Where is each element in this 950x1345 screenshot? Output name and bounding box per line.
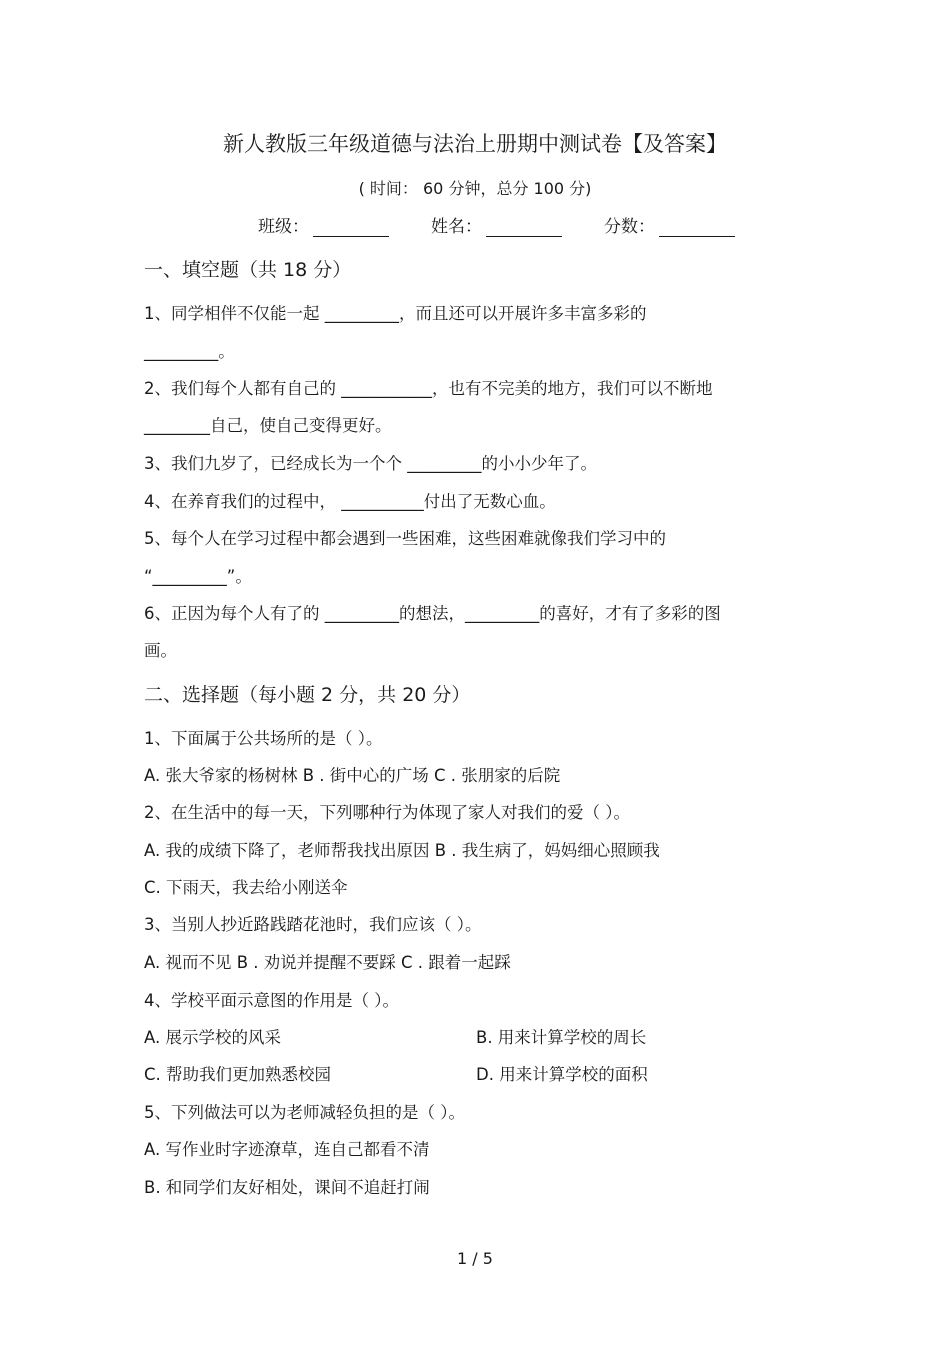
choice-option-4c: C. 帮助我们更加熟悉校园 — [144, 1065, 332, 1084]
page-title: 新人教版三年级道德与法治上册期中测试卷【及答案】 — [223, 132, 727, 156]
class-blank — [313, 218, 389, 237]
fill-question-line: 画。 — [144, 641, 177, 660]
choice-question-3: 3、当别人抄近路践踏花池时，我们应该（ ）。 — [144, 915, 482, 934]
choice-option-5b: B. 和同学们友好相处，课间不追赶打闹 — [144, 1178, 430, 1197]
choice-options-3: A. 视而不见 B . 劝说并提醒不要踩 C . 跟着一起踩 — [144, 953, 511, 972]
fill-question-line: 5、每个人在学习过程中都会遇到一些困难，这些困难就像我们学习中的 — [144, 529, 666, 548]
section2-heading: 二、选择题（每小题 2 分，共 20 分） — [144, 684, 471, 706]
score-field — [604, 212, 735, 237]
fill-question-line: ________自己，使自己变得更好。 — [144, 416, 392, 435]
page-number: 1 / 5 — [457, 1249, 493, 1268]
choice-question-2: 2、在生活中的每一天，下列哪种行为体现了家人对我们的爱（ ）。 — [144, 803, 630, 822]
choice-options-1: A. 张大爷家的杨树林 B . 街中心的广场 C . 张朋家的后院 — [144, 766, 561, 785]
exam-time-info: ( 时间： 60 分钟，总分 100 分) — [358, 179, 592, 198]
choice-option-4d: D. 用来计算学校的面积 — [476, 1065, 648, 1084]
choice-option-4b: B. 用来计算学校的周长 — [476, 1028, 647, 1047]
fill-question-line: 6、正因为每个人有了的 _________的想法，_________的喜好，才有了多彩的图 — [144, 604, 721, 623]
choice-options-2a: A. 我的成绩下降了，老师帮我找出原因 B . 我生病了，妈妈细心照顾我 — [144, 841, 660, 860]
name-label: 姓名： — [431, 217, 482, 237]
score-blank — [659, 218, 735, 237]
fill-question-line: “_________”。 — [144, 567, 252, 586]
name-field — [431, 212, 562, 237]
fill-question-line: 2、我们每个人都有自己的 ___________，也有不完美的地方，我们可以不断地 — [144, 379, 713, 398]
choice-option-4a: A. 展示学校的风采 — [144, 1028, 281, 1047]
class-field — [258, 212, 389, 237]
choice-options-2b: C. 下雨天，我去给小刚送伞 — [144, 878, 348, 897]
score-label: 分数： — [604, 217, 655, 237]
choice-question-1: 1、下面属于公共场所的是（ ）。 — [144, 729, 383, 748]
choice-option-5a: A. 写作业时字迹潦草，连自己都看不清 — [144, 1140, 430, 1159]
name-blank — [486, 218, 562, 237]
class-label: 班级： — [258, 217, 309, 237]
choice-question-4: 4、学校平面示意图的作用是（ ）。 — [144, 991, 399, 1010]
section1-heading: 一、填空题（共 18 分） — [144, 259, 352, 281]
fill-question-line: _________。 — [144, 342, 235, 361]
choice-question-5: 5、下列做法可以为老师减轻负担的是（ ）。 — [144, 1103, 465, 1122]
fill-question-line: 1、同学相伴不仅能一起 _________，而且还可以开展许多丰富多彩的 — [144, 304, 647, 323]
fill-question-line: 3、我们九岁了，已经成长为一个个 _________的小小少年了。 — [144, 454, 597, 473]
fill-question-line: 4、在养育我们的过程中， __________付出了无数心血。 — [144, 492, 556, 511]
